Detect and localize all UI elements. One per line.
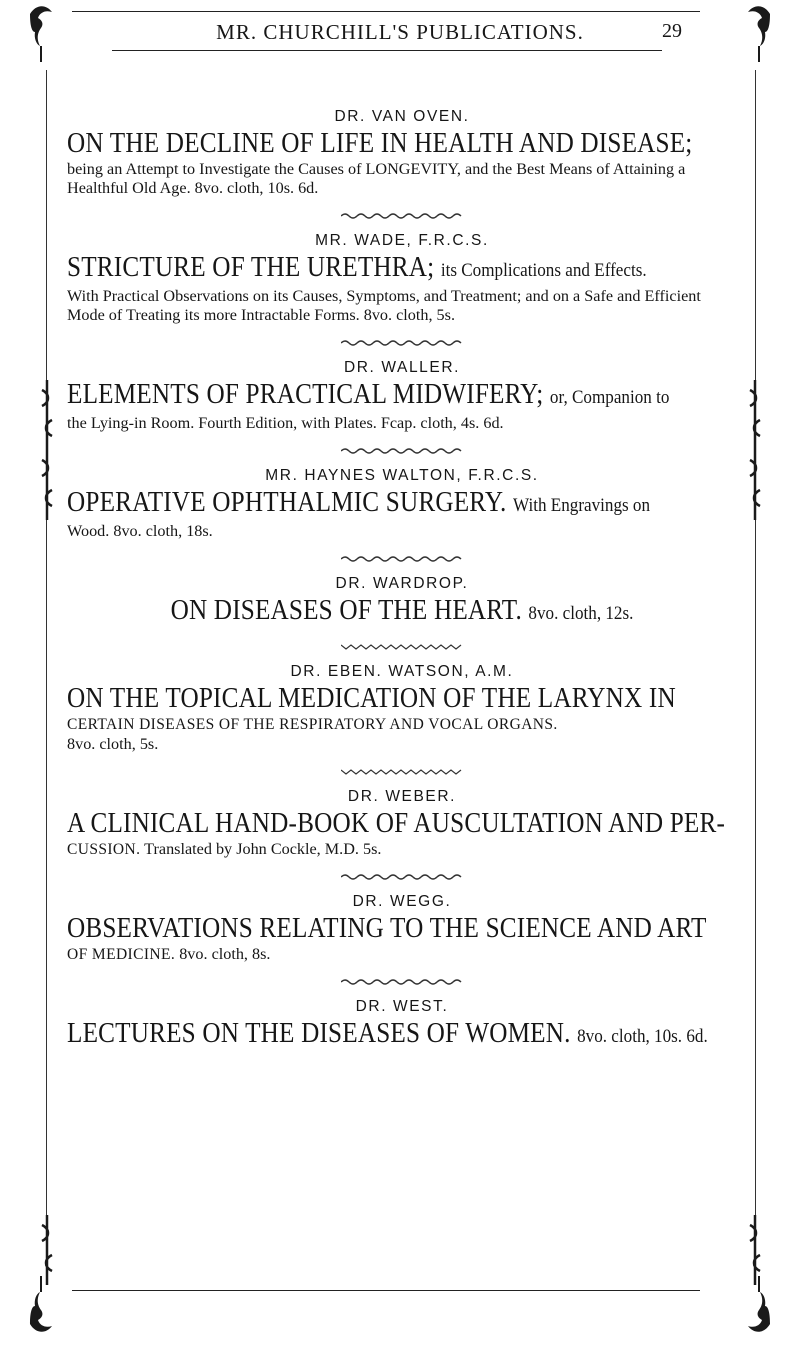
side-ornament-icon [40,380,54,450]
wavy-divider-icon [341,447,463,455]
author: DR. VAN OVEN. [334,108,470,125]
list-item [67,788,737,859]
list-item [67,663,737,754]
corner-ornament-icon [746,1276,772,1336]
book-description: With Practical Observations on its Causes, Symptoms, and Treatment; and on a Safe and Efficient Mode of Treating its more Intractable Forms. 8vo. cloth, 5s. [67,287,701,324]
book-description: the Lying-in Room. Fourth Edition, with Plates. Fcap. cloth, 4s. 6d. [67,414,504,432]
page-number: 29 [662,20,682,42]
running-header: MR. CHURCHILL'S PUBLICATIONS. [216,20,584,44]
author: MR. WADE, F.R.C.S. [315,232,489,249]
wavy-divider-icon [341,643,463,651]
book-price: 8vo. cloth, 5s. [67,735,159,753]
author: DR. WEST. [355,998,449,1015]
book-description: Wood. 8vo. cloth, 18s. [67,522,213,540]
top-rule [72,11,532,12]
left-border [46,70,47,1240]
book-description: OF MEDICINE. 8vo. cloth, 8s. [67,945,271,963]
list-item [67,467,737,541]
book-title: ON THE DECLINE OF LIFE IN HEALTH AND DISEASE; [67,128,693,159]
side-ornament-icon [748,1215,762,1285]
corner-ornament-icon [746,2,772,62]
list-item [67,998,737,1052]
author: DR. WALLER. [343,359,461,376]
side-ornament-icon [748,450,762,520]
corner-ornament-icon [28,1276,54,1336]
wavy-divider-icon [341,212,463,220]
wavy-divider-icon [341,555,463,563]
wavy-divider-icon [341,873,463,881]
author: DR. EBEN. WATSON, A.M. [290,663,514,680]
header-rule [112,50,662,51]
wavy-divider-icon [341,339,463,347]
side-ornament-icon [40,1215,54,1285]
corner-ornament-icon [28,2,54,62]
list-item [67,575,737,629]
list-item [67,893,737,964]
bottom-rule [72,1290,700,1291]
top-rule-right [532,11,700,12]
list-item [67,108,737,198]
author: DR. WEGG. [352,893,452,910]
wavy-divider-icon [341,978,463,986]
wavy-divider-icon [341,768,463,776]
book-title: OBSERVATIONS RELATING TO THE SCIENCE AND ART [67,913,707,944]
book-title: ON DISEASES OF THE HEART. 8vo. cloth, 12s. [170,595,634,626]
author: MR. HAYNES WALTON, F.R.C.S. [265,467,539,484]
side-ornament-icon [748,380,762,450]
list-item [67,359,737,433]
book-title: OPERATIVE OPHTHALMIC SURGERY. With Engravings on [67,487,651,518]
side-ornament-icon [40,450,54,520]
catalogue-list [67,108,737,1052]
book-description: CERTAIN DISEASES OF THE RESPIRATORY AND VOCAL ORGANS. [67,716,558,733]
book-title: LECTURES ON THE DISEASES OF WOMEN. 8vo. cloth, 10s. 6d. [67,1018,708,1049]
book-title: A CLINICAL HAND-BOOK OF AUSCULTATION AND PER- [67,808,726,839]
book-title: ON THE TOPICAL MEDICATION OF THE LARYNX IN [67,683,676,714]
author: DR. WEBER. [347,788,457,805]
right-border [755,70,756,1240]
book-title: ELEMENTS OF PRACTICAL MIDWIFERY; or, Companion to [67,379,670,410]
book-title: STRICTURE OF THE URETHRA; its Complications and Effects. [67,252,647,283]
book-description: being an Attempt to Investigate the Causes of LONGEVITY, and the Best Means of Attaining a Healthful Old Age. 8vo. cloth, 10s. 6d. [67,160,686,197]
list-item [67,232,737,325]
author: DR. WARDROP. [335,575,469,592]
book-description: CUSSION. Translated by John Cockle, M.D. 5s. [67,840,382,858]
